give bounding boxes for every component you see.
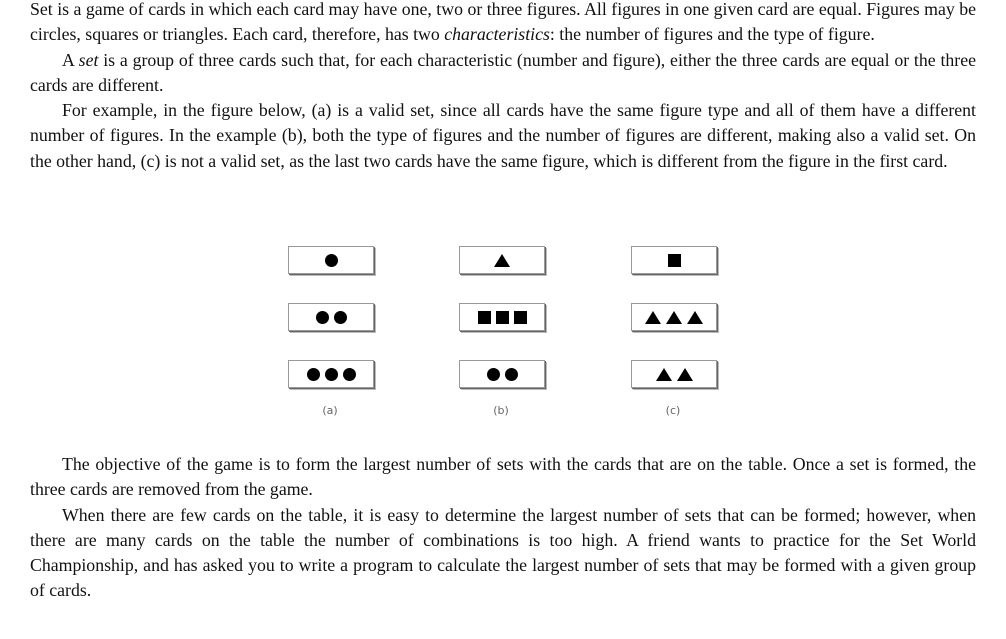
square-icon [496,311,509,324]
triangle-icon [656,368,672,381]
square-icon [478,311,491,324]
card [459,246,545,274]
card [288,303,374,331]
square-icon [668,254,681,267]
paragraph-1: Set is a game of cards in which each card may have one, two or three figures. All figures in one given card are equal. Figures may be circles, squares or triangles. Each card, therefore, has two characteristics: the number of figures and the type of figure. [30,0,976,45]
intro-text [30,0,976,174]
circle-icon [334,311,347,324]
paragraph-2: A set is a group of three cards such that, for each characteristic (number and figure), either the three cards are equal or the three cards are different. [30,49,976,95]
card [459,360,545,388]
paragraph-4: The objective of the game is to form the largest number of sets with the cards that are on the table. Once a set is formed, the three cards are removed from the game. [30,454,976,500]
paragraph-5: When there are few cards on the table, it is easy to determine the largest number of sets that can be formed; however, when there are many cards on the table the number of combinations is too high. A friend wants to practice for the Set World Championship, and has asked you to write a program to calculate the largest number of sets that may be formed with a given group of cards. [30,504,976,601]
card [459,303,545,331]
circle-icon [316,311,329,324]
circle-icon [343,368,356,381]
triangle-icon [494,254,510,267]
outro-text [30,452,976,604]
triangle-icon [687,311,703,324]
circle-icon [307,368,320,381]
square-icon [514,311,527,324]
triangle-icon [645,311,661,324]
figure-caption: (a) [322,404,338,417]
figure-caption: (b) [493,404,509,417]
card [631,360,717,388]
circle-icon [505,368,518,381]
paragraph-3: For example, in the figure below, (a) is a valid set, since all cards have the same figure type and all of them have a different number of figures. In the example (b), both the type of figures and the number of figures are different, making also a valid set. On the other hand, (c) is not a valid set, as the last two cards have the same figure, which is different from the figure in the first card. [30,100,976,171]
card [631,246,717,274]
circle-icon [487,368,500,381]
triangle-icon [677,368,693,381]
circle-icon [325,254,338,267]
circle-icon [325,368,338,381]
figure-caption: (c) [665,404,681,417]
card [288,360,374,388]
card [631,303,717,331]
card [288,246,374,274]
triangle-icon [666,311,682,324]
